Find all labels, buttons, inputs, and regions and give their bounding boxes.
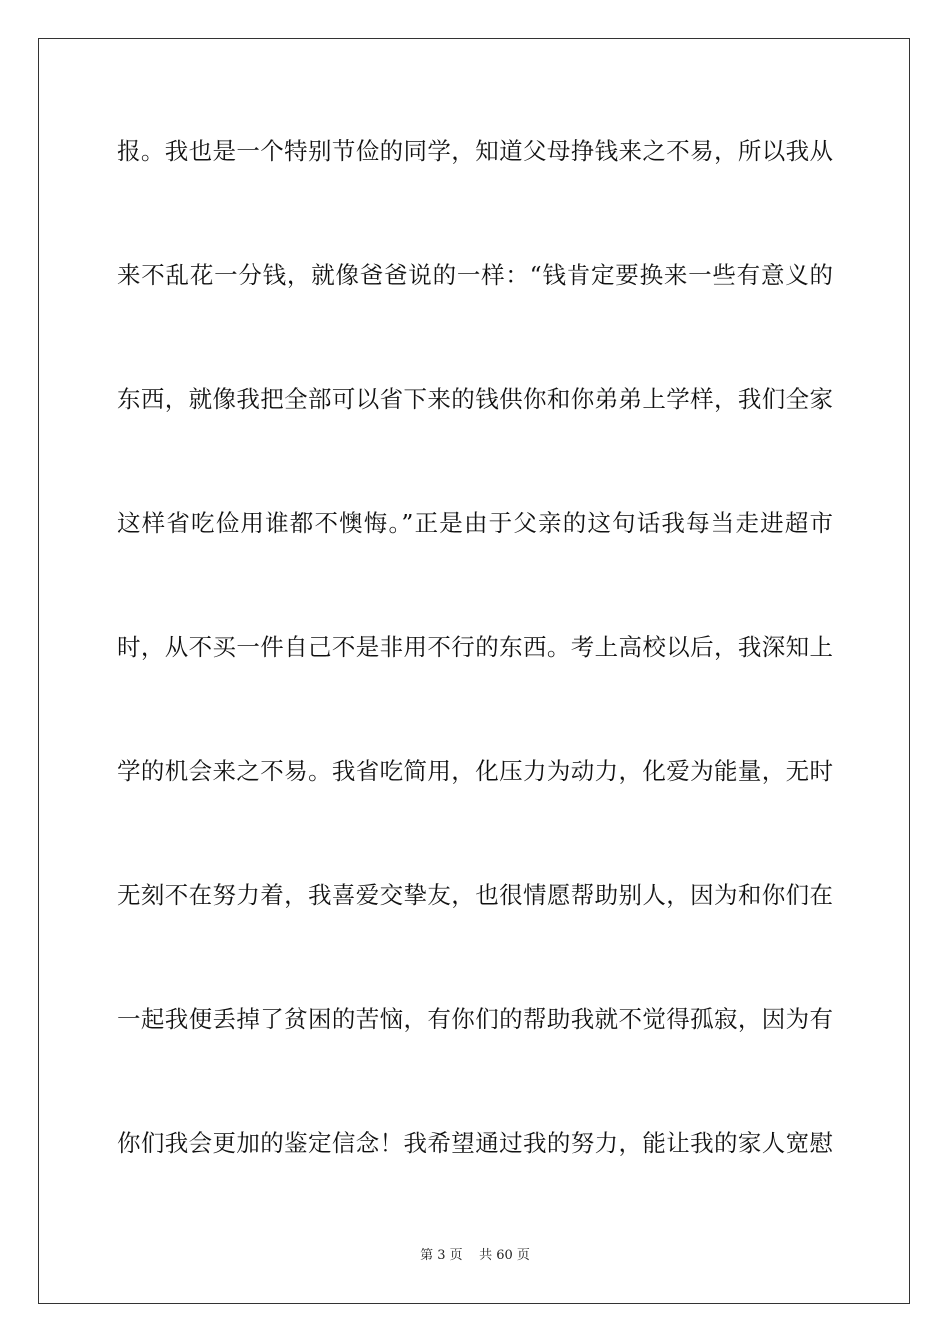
text-line-7: 无刻不在努力着，我喜爱交挚友，也很情愿帮助别人，因为和你们在 bbox=[117, 881, 833, 909]
text-line-4: 这样省吃俭用谁都不懊悔。”正是由于父亲的这句话我每当走进超市 bbox=[117, 509, 833, 537]
page-number-footer: 第 3 页 共 60 页 bbox=[420, 1248, 530, 1263]
text-line-8: 一起我便丢掉了贫困的苦恼，有你们的帮助我就不觉得孤寂，因为有 bbox=[117, 1005, 833, 1033]
text-line-2: 来不乱花一分钱，就像爸爸说的一样：“钱肯定要换来一些有意义的 bbox=[117, 261, 833, 289]
page-border bbox=[38, 38, 910, 1304]
text-line-3: 东西，就像我把全部可以省下来的钱供你和你弟弟上学样，我们全家 bbox=[117, 385, 833, 413]
text-line-1: 报。我也是一个特别节俭的同学，知道父母挣钱来之不易，所以我从 bbox=[117, 137, 833, 165]
text-line-5: 时，从不买一件自己不是非用不行的东西。考上高校以后，我深知上 bbox=[117, 633, 833, 661]
text-line-6: 学的机会来之不易。我省吃简用，化压力为动力，化爱为能量，无时 bbox=[117, 757, 833, 785]
text-line-9: 你们我会更加的鉴定信念！我希望通过我的努力，能让我的家人宽慰 bbox=[117, 1129, 833, 1157]
